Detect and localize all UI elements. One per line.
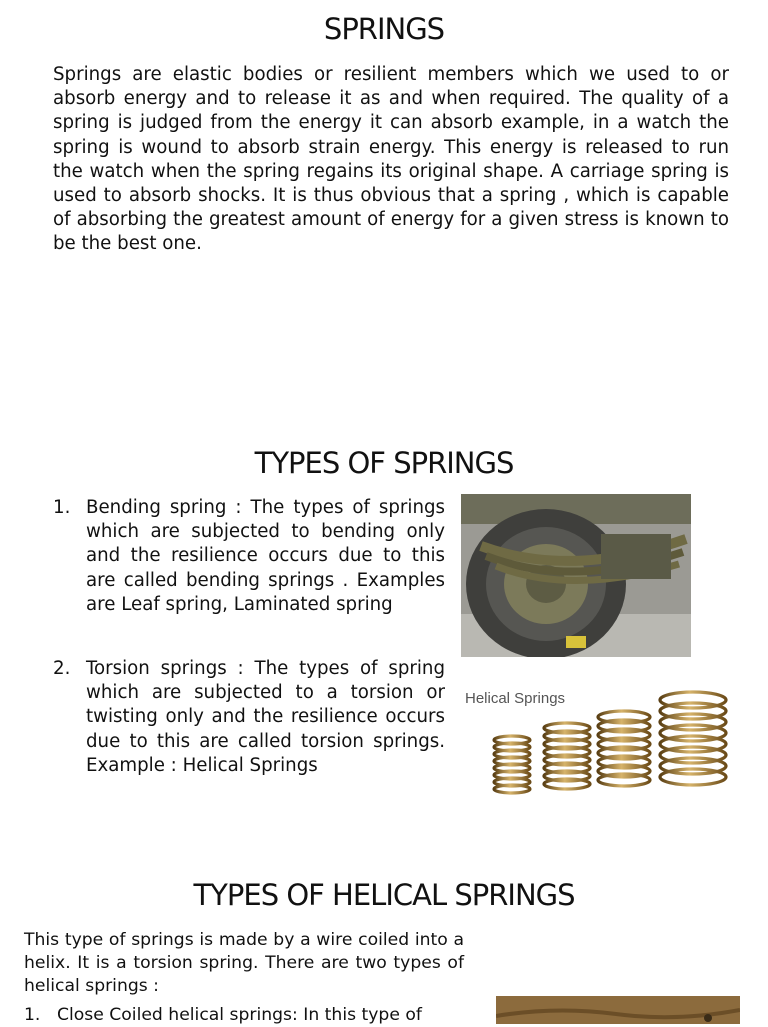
leaf-spring-illustration xyxy=(461,494,691,657)
list-item-text: Close Coiled helical springs: In this type of xyxy=(57,1005,422,1025)
helical-paragraph: This type of springs is made by a wire coiled into a helix. It is a torsion spring. There are two types of helical springs : xyxy=(24,930,464,996)
spring-types-list xyxy=(53,496,445,778)
list-item xyxy=(53,496,445,617)
close-coiled-spring-photo xyxy=(496,996,740,1024)
helical-springs-image xyxy=(461,684,735,800)
types-heading: TYPES OF SPRINGS xyxy=(254,446,514,480)
page-title: SPRINGS xyxy=(323,12,445,46)
close-coiled-spring-illustration xyxy=(496,996,740,1024)
list-number: 1. xyxy=(53,497,71,518)
leaf-spring-photo xyxy=(461,494,691,657)
list-item xyxy=(53,657,445,778)
list-item-text: Bending spring : The types of springs which are subjected to bending only and the resilience occurs due to this are called bending springs . Examples are Leaf spring, Laminated spring xyxy=(86,497,445,615)
list-number: 1. xyxy=(24,1005,41,1025)
intro-paragraph: Springs are elastic bodies or resilient members which we used to or absorb energy and to release it as and when required. The quality of a spring is judged from the energy it can absorb example, in a watch the spring is wound to absorb strain energy. This energy is released to run the watch when the spring regains its original shape. A carriage spring is used to absorb shocks. It is thus obvious that a spring , which is capable of absorbing the greatest amount of energy for a given stress is known to be the best one. xyxy=(53,64,729,255)
list-item-text: Torsion springs : The types of spring which are subjected to a torsion or twisting only and the resilience occurs due to this are called torsion springs. Example : Helical Springs xyxy=(86,658,445,776)
helical-springs-illustration xyxy=(461,684,735,800)
list-number: 2. xyxy=(53,658,71,680)
helical-types-heading: TYPES OF HELICAL SPRINGS xyxy=(193,878,575,912)
helical-springs-caption: Helical Springs xyxy=(465,690,566,707)
